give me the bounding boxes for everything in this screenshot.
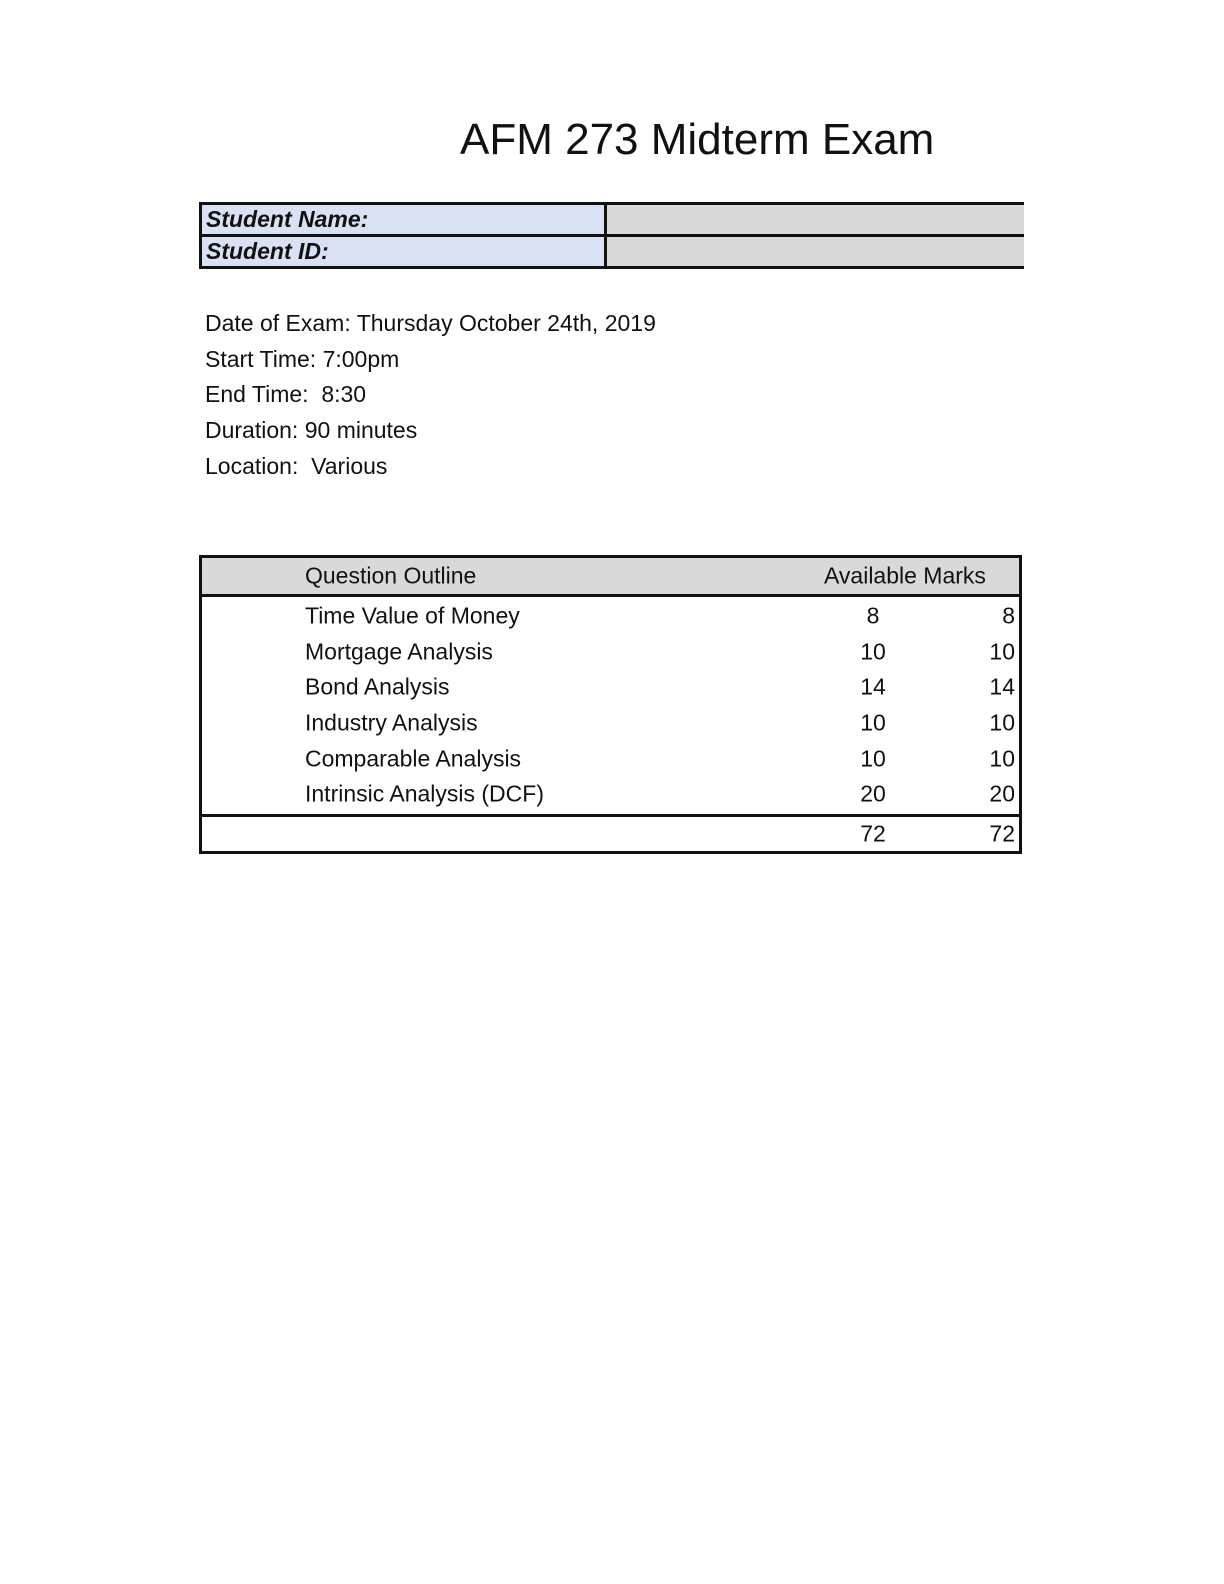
exam-duration: Duration: 90 minutes	[205, 417, 418, 444]
question-name: Mortgage Analysis	[305, 638, 493, 665]
question-outline-table	[199, 555, 1022, 854]
table-row	[202, 705, 1019, 741]
exam-location: Location: Various	[205, 452, 388, 479]
marks-value: 10	[989, 709, 1015, 736]
available-marks: 10	[860, 638, 886, 665]
outline-rows	[202, 597, 1019, 817]
header-question-outline: Question Outline	[305, 562, 477, 589]
available-marks: 20	[860, 780, 886, 807]
table-row	[202, 669, 1019, 705]
table-row	[202, 776, 1019, 812]
exam-start-time: Start Time: 7:00pm	[205, 345, 400, 372]
exam-title: AFM 273 Midterm Exam	[460, 115, 935, 164]
marks-value: 8	[1002, 602, 1015, 629]
outline-header-row	[202, 558, 1019, 597]
available-marks: 10	[860, 709, 886, 736]
question-name: Intrinsic Analysis (DCF)	[305, 780, 544, 807]
student-info-table	[199, 202, 1024, 269]
student-name-label: Student Name:	[201, 204, 606, 236]
marks-value: 14	[989, 673, 1015, 700]
available-marks: 14	[860, 673, 886, 700]
question-name: Comparable Analysis	[305, 745, 522, 772]
exam-end-time: End Time: 8:30	[205, 381, 367, 408]
available-marks: 8	[866, 602, 880, 629]
student-name-field[interactable]	[606, 204, 1024, 236]
student-id-row	[201, 236, 1024, 268]
student-id-label: Student ID:	[201, 236, 606, 268]
question-name: Time Value of Money	[305, 602, 520, 629]
exam-info	[205, 306, 656, 485]
outline-total-row	[202, 817, 1019, 851]
header-available-marks: Available Marks	[824, 562, 986, 589]
student-id-field[interactable]	[606, 236, 1024, 268]
question-name: Industry Analysis	[305, 709, 478, 736]
student-name-row	[201, 204, 1024, 236]
exam-date: Date of Exam: Thursday October 24th, 2019	[205, 310, 656, 336]
table-row	[202, 598, 1019, 634]
table-row	[202, 634, 1019, 670]
marks-value: 10	[989, 638, 1015, 665]
available-marks: 10	[860, 745, 886, 772]
marks-value: 10	[989, 745, 1015, 772]
total-marks-value: 72	[989, 820, 1015, 847]
table-row	[202, 741, 1019, 777]
question-name: Bond Analysis	[305, 673, 450, 700]
marks-value: 20	[989, 780, 1015, 807]
total-available-marks: 72	[860, 820, 886, 847]
